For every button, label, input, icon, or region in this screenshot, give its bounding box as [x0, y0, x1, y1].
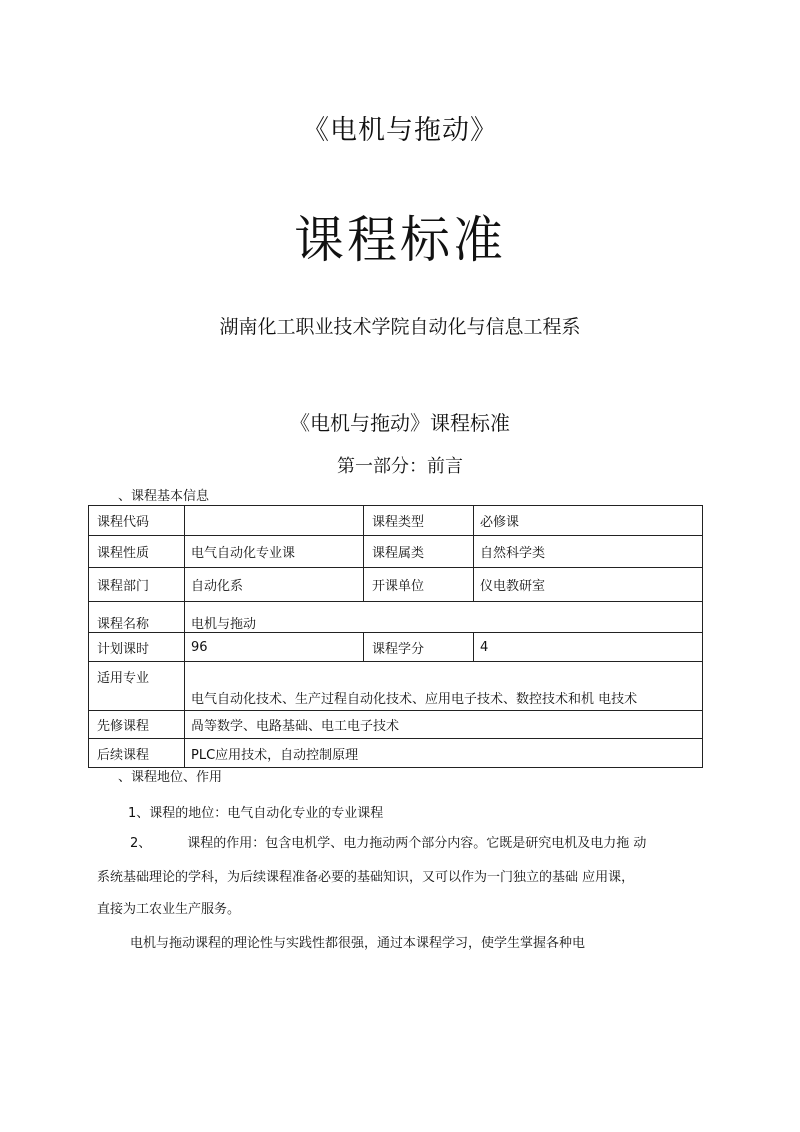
- table-value: 仪电教研室: [474, 568, 703, 602]
- table-value: 4: [474, 633, 703, 662]
- course-info-table: [88, 505, 703, 768]
- table-row: [89, 568, 703, 602]
- table-label: 计划课时: [89, 633, 185, 662]
- table-value: 96: [185, 633, 364, 662]
- course-function-item: [130, 832, 646, 851]
- organization-name: 湖南化工职业技术学院自动化与信息工程系: [219, 316, 581, 338]
- table-label: 课程性质: [89, 536, 185, 568]
- table-value: 必修课: [474, 506, 703, 536]
- table-value: [185, 506, 364, 536]
- table-row: [89, 662, 703, 711]
- table-label: 课程学分: [364, 633, 474, 662]
- document-title: 《电机与拖动》课程标准: [290, 411, 510, 435]
- table-label: 先修课程: [89, 711, 185, 739]
- table-value: 电气自动化技术、生产过程自动化技术、应用电子技术、数控技术和机 电技术: [185, 662, 703, 711]
- table-row: [89, 739, 703, 768]
- course-position-item: 1、课程的地位：电气自动化专业的专业课程: [128, 806, 384, 821]
- table-value: PLC应用技术，自动控制原理: [185, 739, 703, 768]
- table-label: 开课单位: [364, 568, 474, 602]
- table-value: 咼等数学、电路基础、电工电子技术: [185, 711, 703, 739]
- table-value: 自动化系: [185, 568, 364, 602]
- book-title: 《电机与拖动》: [302, 115, 498, 146]
- table-row: [89, 633, 703, 662]
- section-heading-course-role: 、课程地位、作用: [118, 770, 223, 785]
- table-label: 课程名称: [89, 602, 185, 633]
- course-function-line: 系统基础理论的学科，为后续课程准备必要的基础知识，又可以作为一门独立的基础 应用课，: [97, 870, 635, 885]
- item-number: 2、: [130, 836, 152, 851]
- table-label: 后续课程: [89, 739, 185, 768]
- table-label: 课程代码: [89, 506, 185, 536]
- section-heading-basic-info: 、课程基本信息: [118, 489, 210, 504]
- item-text: 课程的作用：包含电机学、电力拖动两个部分内容。它既是研究电机及电力拖 动: [187, 836, 647, 851]
- table-label: 课程类型: [364, 506, 474, 536]
- table-row: [89, 506, 703, 536]
- table-row: [89, 536, 703, 568]
- table-value: 自然科学类: [474, 536, 703, 568]
- table-value: 电机与拖动: [185, 602, 703, 633]
- body-paragraph: 电机与拖动课程的理论性与实践性都很强，通过本课程学习，使学生掌握各种电: [130, 936, 586, 951]
- table-label: 课程属类: [364, 536, 474, 568]
- part-title: 第一部分：前言: [337, 456, 463, 477]
- table-label: 课程部门: [89, 568, 185, 602]
- main-title: 课程标准: [294, 211, 506, 269]
- course-function-line: 直接为工农业生产服务。: [97, 902, 241, 917]
- table-row: [89, 602, 703, 633]
- table-value: 电气自动化专业课: [185, 536, 364, 568]
- table-label: 适用专业: [89, 662, 185, 711]
- table-row: [89, 711, 703, 739]
